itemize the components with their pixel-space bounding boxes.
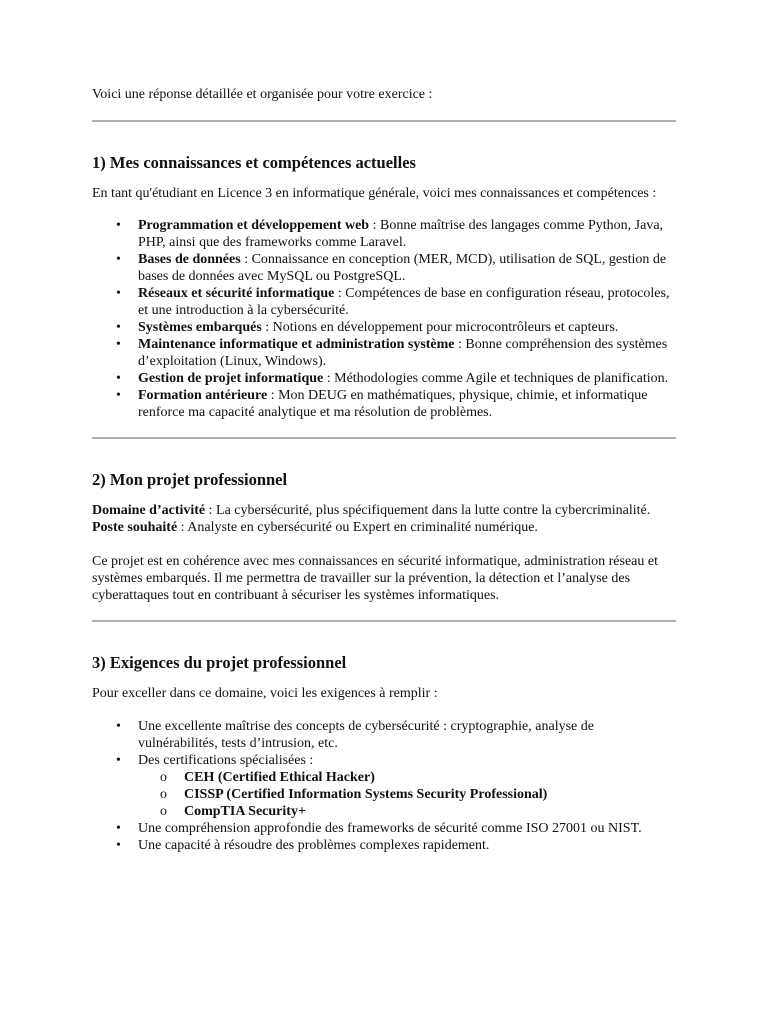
list-item <box>138 336 676 370</box>
item-label: Programmation et développement web <box>138 218 370 233</box>
item-text: : Bonne compréhension des systèmes d’exploitation (Linux, Windows). <box>138 337 668 369</box>
cert-item <box>184 786 676 803</box>
domain-text: : La cybersécurité, plus spécifiquement dans la lutte contre la cybercriminalité. <box>205 503 651 518</box>
list-item <box>138 217 676 251</box>
item-text: : Notions en développement pour microcontrôleurs et capteurs. <box>261 320 619 335</box>
list-item <box>138 752 676 820</box>
cert-item <box>184 769 676 786</box>
cert-label: CISSP (Certified Information Systems Security Professional) <box>184 787 548 802</box>
item-label: Systèmes embarqués <box>138 320 262 335</box>
section1-intro: En tant qu'étudiant en Licence 3 en informatique générale, voici mes connaissances et compétences : <box>92 186 657 201</box>
item-label: Formation antérieure <box>138 388 268 403</box>
list-item <box>138 370 676 387</box>
item-label: Maintenance informatique et administration système <box>138 337 455 352</box>
section1-title: 1) Mes connaissances et compétences actuelles <box>92 153 416 172</box>
list-item <box>138 319 676 336</box>
item-label: Bases de données <box>138 252 241 267</box>
item-text: : Bonne maîtrise des langages comme Python, Java, PHP, ainsi que des frameworks comme Laravel. <box>138 218 664 250</box>
post-line <box>92 519 676 536</box>
list-item <box>138 285 676 319</box>
list-item: • Une compréhension approfondie des frameworks de sécurité comme ISO 27001 ou NIST. <box>138 820 676 837</box>
list-item: • Une excellente maîtrise des concepts de cybersécurité : cryptographie, analyse de vulnérabilités, tests d’intrusion, etc. <box>138 718 676 752</box>
item-label: Gestion de projet informatique <box>138 371 324 386</box>
section2-paragraph: Ce projet est en cohérence avec mes connaissances en sécurité informatique, administration réseau et systèmes embarqués. Il me permettra de travailler sur la prévention, la détection et l’analyse des cyberattaques tout en contribuant à sécuriser les systèmes informatiques. <box>92 554 658 603</box>
item-text: Des certifications spécialisées : <box>138 753 314 768</box>
section2-title: 2) Mon projet professionnel <box>92 470 288 489</box>
cert-item <box>184 803 676 820</box>
intro-text: Voici une réponse détaillée et organisée pour votre exercice : <box>92 87 433 102</box>
section3-intro: Pour exceller dans ce domaine, voici les exigences à remplir : <box>92 686 438 701</box>
list-item <box>138 387 676 421</box>
item-text: : Compétences de base en configuration réseau, protocoles, et une introduction à la cybersécurité. <box>138 286 670 318</box>
item-text: : Mon DEUG en mathématiques, physique, chimie, et informatique renforce ma capacité analytique et ma résolution de problèmes. <box>138 388 648 420</box>
cert-label: CEH (Certified Ethical Hacker) <box>184 770 375 785</box>
item-text: : Méthodologies comme Agile et techniques de planification. <box>323 371 669 386</box>
requirements-list <box>92 718 676 854</box>
document-content <box>92 86 676 854</box>
domain-line <box>92 502 676 519</box>
post-label: Poste souhaité <box>92 520 178 535</box>
skills-list <box>92 217 676 421</box>
item-text: : Connaissance en conception (MER, MCD), utilisation de SQL, gestion de bases de données avec MySQL ou PostgreSQL. <box>138 252 667 284</box>
section3-title: 3) Exigences du projet professionnel <box>92 653 347 672</box>
list-item: • Une capacité à résoudre des problèmes complexes rapidement. <box>138 837 676 854</box>
list-item <box>138 251 676 285</box>
cert-label: CompTIA Security+ <box>184 804 306 819</box>
post-text: : Analyste en cybersécurité ou Expert en criminalité numérique. <box>177 520 538 535</box>
domain-label: Domaine d’activité <box>92 503 206 518</box>
item-label: Réseaux et sécurité informatique <box>138 286 335 301</box>
certifications-list <box>138 769 676 820</box>
